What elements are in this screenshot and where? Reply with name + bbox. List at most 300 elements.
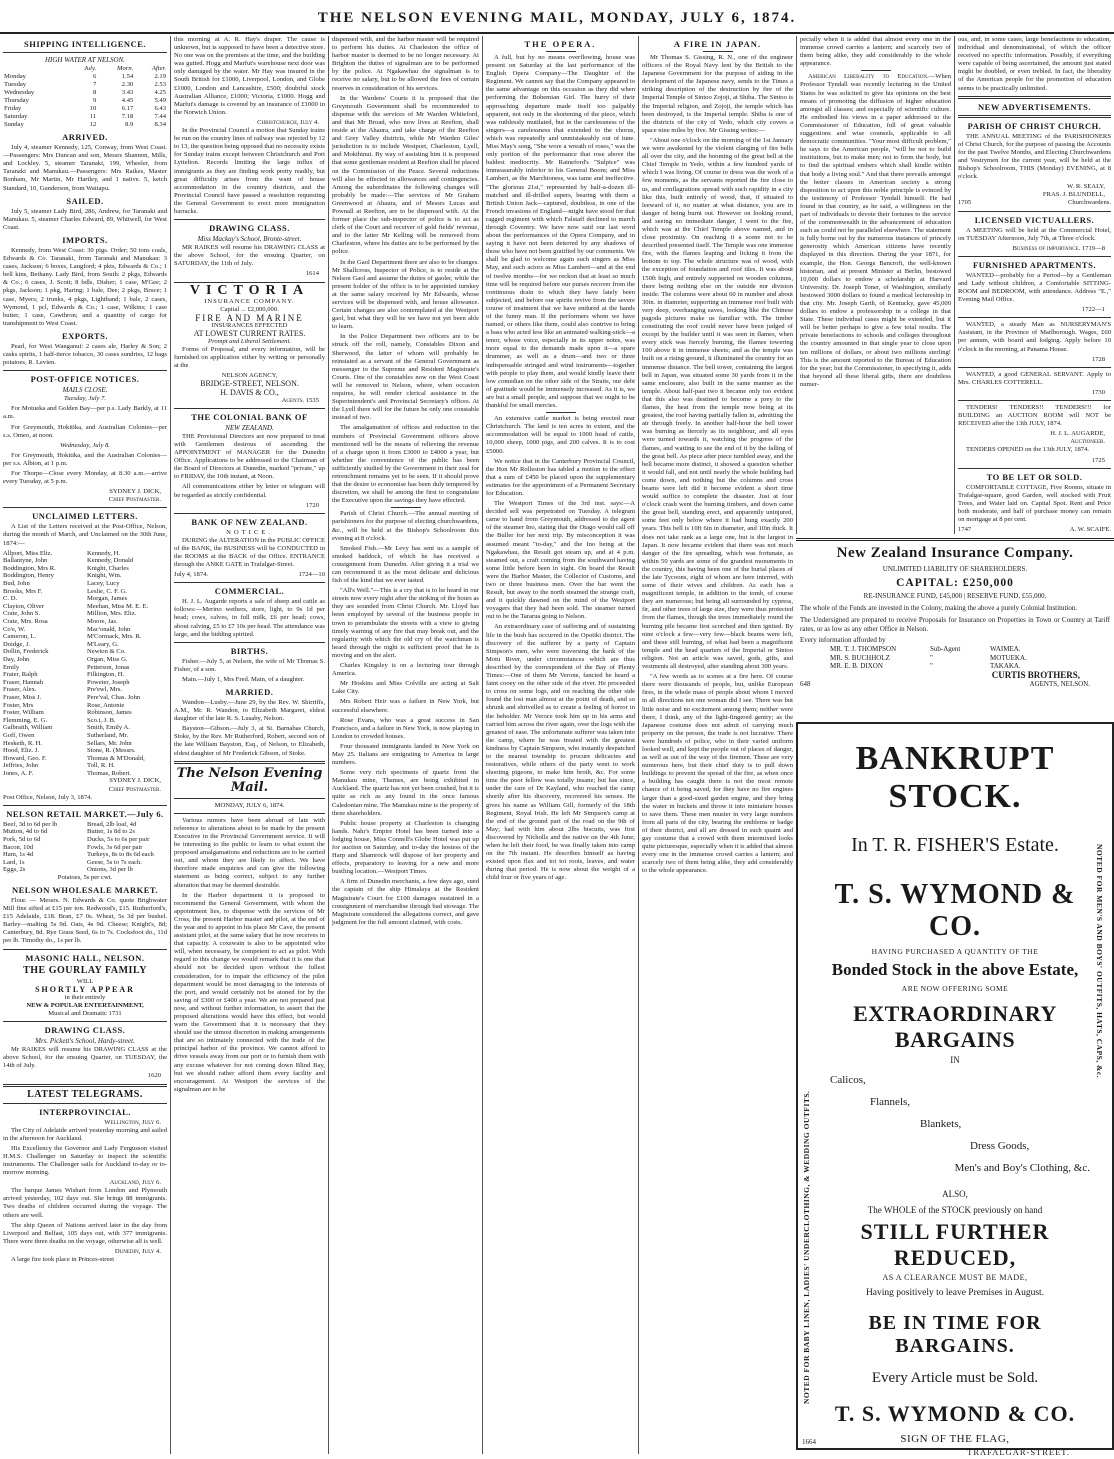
unclaimed-name: Sutherland, Mr. [87, 731, 129, 739]
bankrupt-estate: In T. R. FISHER'S Estate. [851, 834, 1059, 856]
bnz-title: BANK OF NEW ZEALAND. [191, 516, 308, 527]
retail-item: Ducks, 5s to 6s per pair [87, 835, 150, 843]
gourlay-line-2: SHORTLY APPEAR [35, 984, 135, 994]
bankrupt-bonded: Bonded Stock in the above Estate, [831, 960, 1079, 979]
tide-cell: 2.53 [154, 81, 166, 89]
nzi-curtis: CURTIS BROTHERS, [991, 669, 1080, 680]
nzi-agent-cell: MOTUEKA. [990, 653, 1027, 662]
tide-cell: Friday [4, 105, 22, 113]
unclaimed-name: Kennedy, Donald [87, 557, 134, 565]
victoria-num: 1535 [305, 396, 319, 404]
col3-text-12: Rose Evans, who was a great success in San Francisco, and a failure in New York, is now playing in London to crowded houses. [332, 716, 479, 740]
nzi-agent-row [830, 645, 1110, 654]
col4-text-3: We notice that in the Canterbury Provincial Council, the Hon Mr Rolleston has tabled a motion to the effect that a sum of £450 be placed upon the supplementary estimates for the appointment of a Permanent Secretary for Education. [486, 457, 635, 497]
tide-cell: Sunday [4, 121, 24, 129]
sailed-text: July 5, steamer Lady Bird, 286, Andrew, for Taranaki and Manukau. 5, steamer Charles Edward, 89, Whitwell, for West Coast. [3, 207, 167, 231]
unclaimed-name: Emily [3, 663, 20, 671]
tide-header-cell: After. [151, 65, 166, 73]
unclaimed-date: Post Office, Nelson, July 3, 1874. [3, 793, 93, 801]
goods-4: Dress Goods, [970, 1140, 1030, 1152]
tolet-heading: TO BE LET OR SOLD. [986, 471, 1083, 482]
col3-text-10: Mr Hoskins and Miss Colville are acting at Salt Lake City. [332, 680, 479, 696]
nz-insurance-ad [796, 538, 1114, 716]
post-heading: POST-OFFICE NOTICES. [30, 374, 140, 385]
tenders-tail: TENDERS OPENED on the 13th JULY, 1874. [966, 446, 1090, 454]
nzi-agent-cell: " [930, 662, 933, 670]
nzi-text-3: Every information afforded by [800, 636, 886, 644]
editorial-text: Various rumors have been abroad of late with reference to alterations about to be made by the present Executive in the Provincial Government service. It will be interesting to the public to learn to what extent the proposed amalgamations and reductions are to be carried out, and whom they are likely to affect. We have therefore made enquiries and can give the following statement as being correct, subject to any further alteration that may be deemed desirable. [174, 816, 325, 889]
arrived-text: July 4, steamer Kennedy, 125, Conway, from West Coast.—Passengers: Mrs Duncan and son, Messrs Shannon, Mills, and Lockley. 5, steamer Taranaki, 199, Wheeler, from Taranaki and Manukau.—Passengers: Mrs Raikes, Master Bonham, Mr Martin, Mr Hartley, and 1 native. 5, ketch Standard, 10, Gunderson, from Waitapu. [3, 144, 167, 192]
tide-row [3, 81, 167, 89]
tele-text-1: The City of Adelaide arrived yesterday morning and sailed in the afternoon for Auckland. [3, 1126, 167, 1142]
col3-text-16: A firm of Dunedin merchants, a few days ago, sued the captain of the ship Himalaya at the Resident Magistrate's Court for £100 damages sustained in a consignment of merchandise through bad stowage. The Magistrate considered the allegations correct, and gave judgment for the full amount claimed, with costs. [332, 878, 479, 926]
unclaimed-name: Sco.t, J. B. [87, 716, 116, 724]
unclaimed-name: Hood, Eliz. J. [3, 747, 40, 755]
unclaimed-name: Moore, Jas. [87, 618, 118, 625]
tide-cell: 4.25 [154, 89, 166, 97]
editorial-date: MONDAY, JULY 6, 1874. [214, 801, 285, 809]
tele-dunedin: Dunedin, July 4. [114, 1247, 161, 1255]
col3-text-5: The amalgamation of offices and reduction in the numbers of Provincial Government officers above mentioned will be the means of relieving the revenue of a charge upon it from £3000 to £4000 a year, but whether the convenience of the public has been sufficiently studied by the Government in their zeal for retrenchment remains yet to be seen. If it should prove that the desire to economise has been duly tempered by discretion, we shall be among the first to congratulate the Executive upon the savings they have effected. [332, 424, 479, 505]
masthead-title: THE NELSON EVENING MAIL, MONDAY, JULY 6, 1874. [317, 10, 797, 26]
unclaimed-name: Howard, Geo. F. [3, 754, 47, 762]
wanted-2: WANTED, a good GENERAL SERVANT. Apply to Mrs. CHARLES COTTERELL. [958, 370, 1111, 386]
col3-text-3: In the Gaol Department there are also to be changes. Mr Shallcross, Inspector of Police, is to reside at the Nelson Gaol and assume the duties of gaoler, while the present holder of the office is to be appointed turnkey at the same salary received by Mr Edwards, whose services will be dispensed with, and house allowance. Certain changes are also contemplated at the Westport gaol, but what they will be we have not yet been able to learn. [332, 258, 479, 331]
tide-cell: Monday [4, 73, 26, 81]
col5-text-1: Mr Thomas S. Gissing, R. N., one of the engineer officers of the Royal Navy lent by the British to the Japanese Government for the purpose of aiding in the development of the Japanese navy, sends to the Times a striking description of the destruction by fire of the Imperial Temple of Sintoo Zojoji, at Shiba. The Sintoo is the Imperial religion, and Zojoji, the temple which has been destroyed, is the Imperial temple. Shiba is one of the districts of the city of Yedo, which city covers a space nine miles by five. Mr Gissing writes:— [642, 54, 793, 134]
masthead [0, 0, 1114, 34]
unclaimed-name: Fraser, Alex. [3, 686, 37, 694]
masonic-heading: MASONIC HALL, NELSON. [25, 952, 145, 963]
nzi-agent-cell: " [930, 653, 933, 662]
nzi-agent-row [830, 654, 1110, 663]
victoria-agents [174, 397, 319, 405]
tolet-sig: A. W. SCAIFE. [1069, 526, 1111, 534]
married-heading: MARRIED. [225, 687, 274, 697]
col5-text-2: "About one o'clock on the morning of the 1st January we were awakened by the violent clanging of fire bells all over the city, and the booming of the great bell at the Chief Temple in Yedo, within a few hundred yards of which I was living. Of course to dress was the work of a few moments, as the servants reported the fire close to us, and conflagrations spread with such rapidity in a city like this, built entirely of wood, that, if situated to leeward of it, no matter at what distance, you are in danger of being burnt out. However on looking round, and seeing no immediate danger, I went to the fire, which was at the Chief Temple above named, and in close proximity. On reaching it a scene not to be described presented itself. The Temple was one immense fire, with the flames leaping and licking it from the bottom to top. The whole structure was of wood, with the exception of foundation and roof tiles. It was about 150ft high, and entirely supported on wooden columns, there being nothing else on the outside nor division inside. The columns were about 60 in number and about 30in. in diameter, supporting an immense roof built with very deep, overhanging eaves, looking like the Chinese pagoda pictures make us familiar with. The timber constituting the roof could never have been judged of except by the builder until it was seen in flames, when every stick was fiercely burning, the flames towering 100 above it in immense sheets; and as the temple was built on a rising ground, it illuminated the country for an immense distance. The bell tower, containing the largest bell in Japan, was situated some 30 yards from it in the same enclosure, also built in the same manner as the temple. About half-past two it became only too evident that this also was destined to become a prey to the flames, the heat from the temple now being at its greatest, the roof having partially fallen in, admitting the air through freely. In another half-hour the bell tower was burning as fiercely as its neighbour, and all eyes were turned towards it, watching the progress of the flames, and waiting to see the end of it by the falling of the great bell. As piece after piece tumbled away, and the bell became more distinct, it showed a question whether it would fall, and not until nearly the whole building had come down, and nothing but the columns and cross beams were left did it become evident a short time would suffice to complete the disaster. Just at four o'clock crash went the burning timbers, and down came the great bell, standing erect, and apparently uninjured, some feet only below where it had hung exactly 200 years. This bell is 10ft 6in in diameter, and 10in thick. It does not take rank as a large one, but is the largest in Japan. It now became evident that there was not much danger of the fire spreading, which was fortunate, as within 50 yards are some of the grandest monuments in the country, this having been one of the burial places of the late Tycoons, eight of whom are here interred, with some of their wives and children. As each has a magnificent temple, in addition to the tomb, of course they are numerous; but being all surrounded by cypress, fir, and other trees of large size, they were thus protected from the flames, though the trees immediately round the burning pile became first scorched and then ignited. By nine o'clock a few—very few—black beams were left, and these still burning, of what had been a magnificent temple and the head quarters of the Imperial or Sintoo religion. Not an article was saved, gods, gifts, and vestments all destroyed, after standing about 300 years. [642, 136, 793, 671]
retail-last: Potatoes, 5s per cwt. [57, 873, 113, 881]
column-3 [328, 36, 482, 1454]
wanted-2-num: 1730 [1091, 388, 1105, 396]
bankrupt-extra: EXTRAORDINARY BARGAINS [853, 1001, 1057, 1052]
bankrupt-whole: The WHOLE of the STOCK previously on hand [867, 1205, 1043, 1215]
mail-item: For Thorpe—Close every Monday, at 8.30 a.m.—arrive every Tuesday, at 5 p.m. [3, 470, 167, 486]
retail-item: Turkeys, 8s to 8s 6d each [87, 851, 154, 859]
col2-drawing-heading: DRAWING CLASS. [209, 223, 290, 234]
gourlay-line-5-text: Musical and Dramatic [48, 1009, 107, 1017]
exports-heading: EXPORTS. [62, 330, 108, 341]
tide-cell: 8.34 [154, 121, 166, 129]
column-1 [0, 36, 170, 1454]
col4-text-1: A full, but by no means overflowing, house was present on Saturday at the last performance of the English Opera Company—The Daughter of the Regiment. We cannot say that the Company appeared to the same advantage on this occasion as they did when performing the Bohemian Girl. The hurry of their approaching departure made itself too palpably apparent, not only in the shortening of the piece, which was ruthlessly mutilated, but in the carelessness of the singers—a carelessness that extended to the chorus, which was repeatedly and unmistakeably out of tune. Miss May's song, "She wore a wreath of roses," was the only portion of the performance that rose above the baldest mediocrity. Mr Raineford's "Sulpice" was immeasurably inferior to his General Boom; and Miss Lambert, as the Marchioness, was tame and ineffective. "The glorious 21st," represented by half-a-dozen ill-matched and ill-drilled supers, bearing with them a British Union Jack—captured, doubtless, in one of the French invasions of England—might have stood for that ragged regiment with which Falstaff declined to march through Coventry. We have now said our last word about the performances of the Opera Company, and in saying it have not been deterred by any shadows of those who have not been gratified by our comments. We shall be glad to welcome again such singers as Miss May, and such actors as Miss Lambert—and at the end of twelve months—for we reckon that at least so much time will be required before our purses recover from the continuous drain to which they have lately been subjected, and before our spirits revive from the severe course of treatment that we have endured at the hands of the funny man. If the performers whom we have named, or others like them, could also contrive to bring a bass who acted less like an animated walking-stick—a tenor, whose voice, especially in its upper notes, was more equal to the demands made upon it—a spare drummer, as well as a drum—and two or three indispensable stringed and wind instruments—together with people to play them, and would kindly leave their low comedian on the other side of the Straits, our debt of gratitude would be immensely increased. As it is, we are but a small people, and suppose that we ought to be thankful for small mercies. [486, 54, 635, 410]
nzi-agent-cell: MR. T. J. THOMPSON [830, 645, 897, 653]
tide-cell: 12 [89, 121, 97, 129]
parish-sig-3: Churchwardens. [1067, 199, 1111, 207]
bnz-num: 1724—10 [298, 571, 325, 579]
col6-text-2-body: —When Professor Tyndall was recently lecturing in the United States he was solicited to give his opinions on the best means of promoting the diffusion of higher education amongst all classes; and especially of scientific culture. He embodied his views in a paper addressed to the Commissioner of Education, full of great valuable suggestions and wise counsels, applicable to all democratic communities. "Your most difficult problem," he says to the American people, "will be not to build institutions, but to make men; not to form the body, but to find the spiritual embers which shall kindle within that body a living soul." And that there prevails amongst the better classes in American society a strong disposition to act upon this noble principle is evinced by the testimony of Professor Tyndall himself. He had found in that country, as he said, a willingness on the part of individuals to devote their fortunes to the service of the commonwealth in the advancement of education such as could not be paralleled elsewhere. The statement is fully borne out by the numerous instances of princely generosity which American citizens have recently displayed in this direction. During the year 1871, for example, the Hon. George Bancroft, the well-known historian, and at present Minister at Berlin, bestowed 10,000 dollars to endow a scholarship at Harvard University. Dr. Joseph Toner, of Washington, similarly bestowed 3000 dollars to found a medical lectureship in that city. Mr. Joseph Garth, of Kentucky, gave 45,000 dollars to endow a professorship in a college in that State. These individual cases might be extended, but it will be better perhaps to give a few total results. The private benefactions to schools and colleges throughout the country amounted in that single year to close upon ten millions of dollars, or about two millions sterling! This is the amount reported to the Bureau of Education for the year; but the Commissioner, in specifying it, adds that beyond all these liberal gifts, there are doubtless numer- [800, 73, 951, 388]
unclaimed-name: Pere'val, Chas. John [87, 693, 141, 701]
col3-text-7: Smoked Fish.—Mr Levy has sent us a sample of smoked haddock, of which he has received a consignment from Dunedin. After giving it a trial we can recommend it as the most delicate and delicious fish of the kind that we ever tasted. [332, 544, 479, 585]
unclaimed-name: Sellars, Mr. John [87, 739, 132, 747]
mail-item: For Greymouth, Hokitika, and Australian Colonies—per s.s. Omeo, at noon. [3, 423, 167, 439]
arrived-heading: ARRIVED. [62, 132, 108, 143]
tide-cell: 1.54 [121, 73, 134, 81]
bankrupt-clearance: AS A CLEARANCE MUST BE MADE, [882, 1273, 1028, 1282]
unclaimed-name: Jeffries, John [3, 762, 39, 770]
nzi-title: New Zealand Insurance Company. [836, 545, 1074, 561]
unclaimed-sig-title: Chief Postmaster. [108, 785, 161, 793]
drawing-num: 1620 [147, 1072, 161, 1080]
nzi-num: 648 [800, 679, 811, 688]
tide-row [3, 97, 167, 105]
bankrupt-offering: ARE NOW OFFERING SOME [901, 984, 1009, 993]
unclaimed-name: Crate, Mrs. Rosa [3, 618, 48, 625]
mails-heading: MAILS CLOSE. [62, 386, 108, 395]
bankrupt-having: HAVING PURCHASED A QUANTITY OF THE [871, 947, 1039, 956]
mail-item: Wednesday, July 8. [60, 441, 110, 449]
tide-cell: 11 [89, 113, 97, 121]
unclaimed-name: Flemming, E. G. [3, 716, 48, 724]
col3-text-9: Charles Kingsley is on a lecturing tour through America. [332, 662, 479, 678]
tide-cell: 2.19 [154, 73, 166, 81]
unclaimed-name: Knight, Wm. [87, 572, 122, 580]
unclaimed-sig-name: SYDNEY J. DICK, [109, 777, 161, 785]
married-text-1: Wandon—Lusby.—June 29, by the Rev. W. Shirriffs, A.M., Mr. R. Wandon, to Elizabeth Margaret, eldest daughter of the late R. S. Lusaby, Nelson. [174, 699, 325, 723]
gourlay-line-4: NEW & POPULAR ENTERTAINMENT, [26, 1001, 144, 1009]
unclaimed-name: Thomas & M'Donald, [87, 754, 145, 762]
col7-text-1: ous, and, in some cases, large benefactions to education, individual and denominational, of which the officer received no specific information. Possibly, if everything were capable of being ascertained, the amount just stated might be doubled, or even trebled. In fact, the liberality of the American people for the promotion of education seems to be practically unlimited. [958, 36, 1111, 92]
nzi-agent-cell: TAKAKA. [990, 662, 1021, 670]
tele-text-5: A large fire took place in Princes-street [11, 1256, 115, 1263]
column-5 [638, 36, 796, 1454]
bankrupt-still: STILL FURTHER REDUCED, [860, 1219, 1050, 1270]
unclaimed-name: Smith, Emily A. [87, 724, 130, 732]
unclaimed-name: Crate, John S. [3, 610, 40, 618]
col3-text-1: dispensed with, and the harbor master will be required to perform his duties. At Charleston the office of harbor master is deemed to be no longer necessary. At Brighton the duties of signalman are to be performed by the police. At Ngakawhau the signalman is to receive no salary, but to be allowed the fees of certain reserves in consideration of his services. [332, 36, 479, 92]
tide-cell: 7 [92, 81, 97, 89]
colonial-sub: NEW ZEALAND. [225, 423, 274, 432]
unclaimed-name: Day, John [3, 655, 30, 663]
col3-text-6: Parish of Christ Church.—The annual meeting of parishioners for the purpose of electing churchwardens, &c., will be held at the Bishop's Schoolroom this evening at 8 o'clock. [332, 510, 479, 542]
unclaimed-list [3, 550, 167, 778]
married-text-2: Bayston—Gibson.—July 3, at St. Barnabas Church, Stoke, by the Rev. Mr Rutherford, Robert, second son of the late William Bayston, Esq., of Nelson, to Elizabeth, eldest daughter of Mr Frederick Gibson, of Stoke. [174, 725, 325, 757]
tide-row [3, 121, 167, 129]
victoria-agents-label: Agents. [281, 396, 305, 404]
commercial-text: H. J. L. Augarde reports a sale of sheep and cattle as follows:—Merino wethers, store, light, to 9s 1d per head; cows, calves, in full milk, £6 per head; cows, about calving, £5 to £7 10s per head. The attendance was large, and the bidding spirited. [174, 598, 325, 638]
nzi-agent-cell: MR. S. BUCHHOLZ [830, 653, 890, 662]
bankrupt-intime: BE IN TIME FOR BARGAINS. [868, 1312, 1042, 1357]
tele-text-4: The ship Queen of Nations arrived later in the day from Liverpool and Belfast, 105 days out, with 377 immigrants. There were three deaths on the voyage, otherwise all is well. [3, 1221, 167, 1245]
tele-text-3: The barque James Wishart from London and Plymouth arrived yesterday, 102 days out. She brings 88 immigrants. Two deaths of children occurred during the voyage. The others are well. [3, 1187, 167, 1219]
col2-cont-text: this morning at A. R. Hay's draper. The cause is unknown, but is supposed to have been a detective store. No one was on the premises at the time, and the building was gutted. Hogg and Marfut's warehouse next door was only damaged by the water. Mr Hay was insured in the South British for £1000, Liverpool, London, and Globe £1000, London and Lancashire, £500; doubtful stock Australian Alliance, £1000; Victoria, £1000. Hogg and Marfut's damage is covered by an insurance of £1000 in the Norwich Union. [174, 36, 325, 116]
imports-text: Kennedy, from West Coast: 30 pigs. Order; 50 tons coals, Edwards & Co. Taranaki, from Taranaki and Manukau: 3 cases, Jackson; 6 boxes, Langford; 4 pkts, Edwards & Co.; 1 bell kins, Bethany. Lady Bird, from South: 2 pkgs, Edwards & Co.; 6 cases, J. Scott; 8 bdls, Disher; 1 case, M'Gee; 2 pkgs, Jackson; 1 pkg, Haring; 1 bale, Dee; 2 pkgs, Bruce; 1 case, Myers; 2 trunks, 4 pkgs, Lightband; 1 bale, 2 cases, Wymond, 1 pcl, Edwards & Co.; 1 case, Wilkins; 1 case butter, 1 case, Cawthron; and a quantity of cargo for transhipment to West Coast. [3, 246, 167, 327]
colonial-text: THE Provisional Directors are now prepared to treat with Gentlemen desirous of ascending the APPOINTMENT of MANAGER for the Dunedin Office. Applications to be addressed to the Chairman of the Board of Directors at Dunedin, marked "private," up to FRIDAY, the 10th instant, at Noon. [174, 432, 325, 481]
col4-text-2: An extensive cattle market is being erected near Christchurch. The land is ten acres in extent, and the accommodation will be equal to 1000 head of cattle, 10,000 sheep, 1000 pigs, and 200 calves. It is to cost £5000. [486, 415, 635, 455]
tide-cell: 6.17 [121, 105, 134, 113]
column-4 [482, 36, 638, 1454]
mail-item: Tuesday, July 7. [63, 395, 107, 403]
victoria-fm: FIRE AND MARINE [195, 312, 304, 323]
tide-cell: 8.9 [125, 121, 134, 129]
tenders-sig-1: H. J. L. AUGARDE, [1050, 430, 1105, 438]
unclaimed-name: Mac'onald, John [87, 625, 131, 633]
col2-drawing-sub: Miss Mackay's School, Bronte-street. [197, 235, 302, 244]
unclaimed-name: Hesketh, R. H. [3, 739, 43, 747]
unclaimed-name: Toll, R. H. [87, 762, 115, 770]
births-text-2: Main.—July 1, Mrs Fred. Main, of a daughter. [182, 675, 305, 683]
unclaimed-name: C. D. [3, 595, 18, 603]
unclaimed-name: Newton & Co. [87, 648, 126, 656]
mail-item: For Motueka and Golden Bay—per p.s. Lady Barkly, at 11 a.m. [3, 405, 167, 421]
nzi-capital: CAPITAL: £250,000 [896, 577, 1014, 589]
unclaimed-name: Bud, John [3, 580, 30, 588]
col3-text-13: Four thousand immigrants landed in New York on May 25. Italians are emigrating to America in large numbers. [332, 742, 479, 767]
side-text-right [1094, 844, 1108, 1404]
unclaimed-name: Leslie, C. F. G. [87, 587, 127, 595]
tide-table [3, 65, 167, 129]
unclaimed-name: Pre'ewl, Mrs. [87, 686, 123, 694]
interprov-heading: INTERPROVINCIAL. [39, 1106, 131, 1117]
imports-heading: IMPORTS. [62, 234, 108, 245]
bankrupt-firm: T. S. WYMOND & CO. [834, 879, 1076, 942]
parish-text: THE ANNUAL MEETING of the PARISHIONERS of Christ Church, for the purpose of passing the Accounts for the past Twelve Months, and Electing Churchwardens and Vestrymen for the current year, will be held at the Bishop's Schoolroom, THIS (Monday) EVENING, at 8 o'clock. [958, 132, 1111, 181]
parish-heading: PARISH OF CHRIST CHURCH. [967, 120, 1102, 131]
col2-drawing-text: MR RAIKES will resume his DRAWING CLASS at the above School, for the ensuing Quarter, on SATURDAY, the 11th of July. [174, 244, 325, 268]
nzi-reins: RE-INSURANCE FUND, £45,000 | RESERVE FUND, £55,000. [863, 592, 1047, 600]
unclaimed-name: Foster, William [3, 709, 44, 717]
gourlay-title: THE GOURLAY FAMILY [23, 964, 147, 976]
bankrupt-every: Every Article must be Sold. [871, 1370, 1039, 1386]
gourlay-num: 1731 [108, 1009, 122, 1017]
mails-list [3, 395, 167, 486]
victoria-eff: INSURANCES EFFECTED [211, 321, 288, 329]
bankrupt-num: 1664 [802, 1438, 816, 1446]
drawing-heading: DRAWING CLASS. [44, 1025, 126, 1036]
victoria-title: VICTORIA [189, 282, 310, 298]
tide-header-cell [3, 65, 68, 73]
tide-cell: 7.44 [154, 113, 166, 121]
bankrupt-leave: Having positively to leave Premises in August. [865, 1288, 1045, 1298]
gourlay-line-1: WILL [76, 977, 94, 985]
unclaimed-name: Boddington, Mrs R. [3, 564, 56, 572]
tenders-sig-2: Auctioneer. [1070, 438, 1105, 446]
unclaimed-name: Morgan, James [87, 595, 128, 603]
col5-text-3: "A few words as to scenes at a fire here. Of course there were thousands of people, but, unlike European fires, in the whole mass of people about whom I moved in all directions not one woman did I see. There was but little noise and no excitement among them; neither were there, I think, any of the light-fingered gentry; as the Japanese costume does not admit of carrying much property on the person, the trade is not lucrative. There were hundreds of police, who in their varied uniform looked well, and kept the people out of places of danger, as well as out of the way of the firemen. These are very numerous here, but their chief duty is to pull down buildings to prevent the spread of the fire, as when once a building has caught there is not the most remote chance of it being saved, for they have no fire engines larger than a good-sized garden engine, and they bring the water in buckets and throw it into miniature houses to save them. These men muster in very large numbers from all parts of the city, bearing the emblems or badge of their district, and all are dressed in such quaint and gay costume that a crowd with them intermixed looks quite picturesque, especially when it is added that almost every one in the immense crowd carries a lantern; and scarcely two of them being alike, they add considerably to the whole appearance. [642, 673, 793, 875]
unclaimed-name: Clayton, Oliver [3, 602, 45, 610]
bankrupt-sign: SIGN OF THE FLAG, [900, 1433, 1010, 1445]
unclaimed-name: Meehan, Miss M. E. E. [87, 602, 149, 610]
colonial-num: 1720 [305, 501, 319, 509]
parish-sig-1: W. R. SEALY, [1067, 183, 1105, 191]
unclaimed-name: Ballantyne, John [3, 557, 48, 565]
goods-3: Blankets, [920, 1118, 962, 1130]
tenders-text: TENDERS! TENDERS!! TENDERS!!! for BUILDING an AUCTION ROOM will NOT be RECEIVED after the 13th JULY, 1874. [958, 404, 1111, 428]
high-water-heading: HIGH WATER AT NELSON. [44, 56, 126, 64]
shipping-heading: SHIPPING INTELLIGENCE. [24, 39, 146, 49]
sailed-heading: SAILED. [66, 195, 104, 206]
nzi-agent-cell: WAIMEA. [990, 645, 1021, 653]
unclaimed-heading: UNCLAIMED LETTERS. [32, 511, 138, 522]
unclaimed-name: Filkington, H. [87, 671, 125, 679]
unclaimed-name: M'Leary, G. [87, 640, 119, 648]
wanted-1-num: 1728 [1091, 355, 1105, 363]
side-text-left [802, 844, 816, 1404]
tide-cell: 10 [89, 105, 97, 113]
victoria-addr: BRIDGE-STREET, NELSON. [200, 379, 299, 389]
col4-text-4: The Westport Times of the 3rd inst. says:—A decided sell was perpetrated on Tuesday. A telegram came to hand from Greymouth, addressed to the agent of the steamer Ino, stating that the Otago would call off the Buller for her next trip. By misconception it was assumed meant "to-day," and the Ino being at the Ngakawhau, the Result got steam up, and at 4 p.m. steamed out, a craft coming from the southward having some little before been in sight. On board the Result were the Harbor Master, the Collector of Customs, and two or three business men. Over the bar went the Result, but away to the north steamed the strange craft, and it quickly dawned on the mind of the Westport voyagers that they had been sold. The steamer turned out to be the Tararua going to Nelson. [486, 500, 635, 621]
tide-header-cell: July. [83, 65, 97, 73]
tolet-sig-line [958, 526, 1111, 534]
unclaimed-name: Organ, Miss G. [87, 655, 128, 663]
bankrupt-stock-ad [796, 722, 1114, 1457]
post-sig-title: Chief Postmaster. [108, 496, 161, 504]
unclaimed-name: Boddington, Henry [3, 572, 54, 580]
tide-row [3, 73, 167, 81]
bnz-text: DURING the ALTERATION in the PUBLIC OFFICE of the BANK, the BUSINESS will be CONDUCTED in the ROOMS at the BACK of the Office. ENTRANCE through the ANKE GATE in Trafalgar-Street. [174, 536, 325, 569]
drawing-text: Mr RAIKES will resume his DRAWING CLASS at the above School, for the ensuing Quarter, on TUESDAY, the 14th of July. [3, 1046, 167, 1070]
bankrupt-firm-2: T. S. WYMOND & CO. [834, 1401, 1076, 1426]
gourlay-line-5 [3, 1010, 167, 1018]
unclaimed-name: Co'e, W. [3, 625, 26, 633]
tide-cell: Wednesday [4, 89, 35, 97]
mail-item: For Greymouth, Hokitika, and the Australian Colonies—per s.s. Albion, at 1 p.m. [3, 451, 167, 467]
tenders-num: 1725 [1091, 456, 1105, 464]
unclaimed-name: Fraser, Hannah [3, 678, 44, 686]
bnz-notice: NOTICE. [226, 528, 273, 536]
unclaimed-name: M'Cormack, Mrs. R. [87, 633, 142, 641]
bankrupt-street: TRAFALGAR-STREET. [967, 1447, 1070, 1457]
side-left-label: NOTED FOR BABY LINEN, LADIES' UNDERCLOTHING, & WEDDING OUTFITS. [802, 1090, 811, 1404]
unclaimed-name: Kennedy, H. [87, 549, 121, 557]
retail-item: Fowls, 3s 6d per pair [87, 843, 143, 851]
licensed-tail: Business of importance. 1719—8 [1012, 244, 1105, 252]
unclaimed-name: Petterson, Jonas [87, 663, 130, 671]
newads-heading: NEW ADVERTISEMENTS. [978, 101, 1091, 112]
tide-cell: 8 [92, 89, 97, 97]
victoria-agency: NELSON AGENCY, [221, 372, 278, 380]
retail-item: Bread, 2lb loaf, 4d [87, 820, 137, 828]
tide-cell: 4.45 [121, 97, 134, 105]
column-7 [954, 36, 1114, 534]
col3-text-2: In the Wardens' Courts it is proposed that the Greymouth Government shall be recommended to dispense with the services of Mr Warden Whiteford, and that Mr Broad, who now lives at Reefton, shall reside at the Ahaura, and take charge of the Reefton and Grey Valley districts, while Mr Warden Giles' jurisdiction is to include Westport, Charleston, Lyell, and Mokihinui. By way of assisting him it is proposed that some gentleman resident at Reefton shall be placed on the Commission of the Peace. Several reductions will also be effected in allowances and contingencies. Among the subordinates the following changes will probably be made:—The services of Mr Graham Greenwood at Ahaura, and of Messrs Lucas and Pownall at Reefton, are to be dispensed with. At the former place the sub-inspector of police is to act as clerk of the Court and receiver of gold fields' revenue, and to the latter Mr Kelling will be removed from Charleston, where his duties are to be performed by the police. [332, 94, 479, 256]
unclaimed-name: Rose, Antonie [87, 701, 125, 709]
tide-cell: 6 [92, 73, 97, 81]
retail-item: Bacon, 10d [3, 843, 34, 851]
tide-cell: 9 [92, 97, 97, 105]
bnz-date-line [174, 571, 325, 579]
licensed-heading: LICENSED VICTUALLERS. [974, 214, 1095, 225]
col3-text-8: "All's Well."—This is a cry that is to be heard in our streets now every night after the striking of the hours as they are sounded from Christ Church. Mr. Lloyd has been employed by several of the business people in town to perambulate the streets with a view to giving timely warning of any fire that may break out, and the regularity with which the old cry of the watchman is heard through the night is sufficient proof that he is moving and on the alert. [332, 587, 479, 659]
colonial-text-2: All communications either by letter or telegram will be regarded as strictly confidential. [174, 483, 325, 499]
drawing-sub: Mrs. Pickett's School, Hardy-street. [35, 1037, 135, 1046]
retail-item: Beef, 3d to 6d per lb [3, 820, 58, 828]
goods-list [820, 1069, 1090, 1179]
commercial-heading: COMMERCIAL. [214, 586, 285, 597]
tele-wellington: Wellington, July 6. [104, 1118, 161, 1126]
tide-cell: 6.43 [154, 105, 166, 113]
tide-cell: Tuesday [4, 81, 27, 89]
tide-cell: 3.43 [121, 89, 134, 97]
unclaimed-name: Thomas, Robert. [87, 769, 132, 777]
post-sig-name: SYDNEY J. DICK, [109, 488, 161, 496]
unclaimed-name: Allport, Miss Eliz. [3, 549, 53, 557]
tide-cell: Saturday [4, 113, 28, 121]
nzi-curtis-2: AGENTS, NELSON. [1029, 679, 1090, 688]
births-heading: BIRTHS. [230, 645, 269, 656]
unclaimed-intro: A List of the Letters received at the Post-Office, Nelson, during the month of March, and Unclaimed on the 30th June, 1874:— [3, 523, 167, 547]
retail-item: Ham, 1s 4d [3, 851, 34, 859]
tide-cell: Thursday [4, 97, 29, 105]
unclaimed-name: Million, Mrs. Eliz. [87, 610, 137, 618]
amer-head: American Liberality to Education. [808, 73, 929, 81]
tide-header-cell: Morn. [117, 65, 134, 73]
tolet-text: COMFORTABLE COTTAGE, Five Rooms, situate in Trafalgar-square, good Garden, well stocked with Fruit Trees, and Water laid on. Capital Spot. Rent and Price both moderate, and half of purchase money can remain on mortgage at 8 per cent. [958, 483, 1111, 524]
unclaimed-name: Poweter, Joseph [87, 678, 130, 686]
wanted-1: WANTED, a steady Man as NURSERYMAN'S Assistant, in the Province of Marlborough. Wages, £60 per annum, with board and lodging. Apply before 10 o'clock in the morning, at Panama House. [958, 321, 1111, 353]
colonial-title: THE COLONIAL BANK OF [191, 411, 308, 422]
unclaimed-name: Robinson, James [87, 709, 132, 717]
goods-2: Flannels, [870, 1096, 911, 1108]
editorial-text-2: In the Harbor department it is proposed to recommend the General Government, with whom the appointment lies, to dispense with the services of Mr Cross, the present Harbor master and pilot, at the end of the year and to appoint in his place Mr Cave, the present assistant pilot, at the same salary that he now receives in that capacity. A coxswain is also to be appointed who will, when necessary, be competent to act as pilot. With regard to this change we would remark that it is one that should not be decided upon without the fullest consideration, for to impair the efficiency of the pilot department would be most damaging to the interests of the port, and would certainly not be atoned for by the saving of £300 or £400 a year. We are not prepared just now, and without further information, to assert that the proposed alterations would have this effect, but would warn the Government that it is necessary that they should use the utmost discretion in making arrangements that are so intimately connected with the trade of the principal harbor of the province. We cannot afford to drive vessels away from our port or to furnish them with any excuse whatever for not coming down Blind Bay, but we should rather afford them every facility and encouragement. At Westport the services of the signalman are to be [174, 891, 325, 1093]
bankrupt-title: BANKRUPT STOCK. [855, 740, 1055, 815]
retail-item: Geese, 5s to 7s each. [87, 858, 142, 866]
tele-text-2: His Excellency the Governor and Lady Fergusson visited H.M.S. Challenger on Saturday to inspect the scientific instruments. The Challenger sails for Auckland to-day or to-morrow morning. [3, 1144, 167, 1177]
furnished-text: WANTED—probably for a Period—by a Gentleman and Lady without children, a Comfortable SITTING-ROOM and BEDROOM, with attendance. Address "E.," Evening Mail Office. [958, 271, 1111, 304]
unclaimed-name: Goff, Owen [3, 731, 35, 739]
parish-num: 1705 [958, 199, 972, 207]
nzi-line-1: UNLIMITED LIABILITY OF SHAREHOLDERS. [882, 565, 1028, 573]
retail-item: Butter, 1s 8d to 2s [87, 828, 135, 836]
retail-heading: NELSON RETAIL MARKET.—July 6. [6, 808, 164, 819]
wholesale-text: Flour. — Messrs. N. Edwards & Co. quote Brighwater Mill fine sifted at £15 per ton. Redwood's, £15. Rutherford's, £15 Adelaide, £18. Bran, £7 0s. Wheat, 5s 3d per bushel. Barley—malting 5s 9d. Oats, 4s 9d. Cheese; Knight's, 8d; Canterbury, 8d. Rye Grass Seed, 6s to 7s. Cocksfoot do., 11d per lb. Timothy do., 1s per lb. [3, 897, 167, 945]
gourlay-line-3: in their entirely [64, 993, 106, 1001]
nzi-agent-cell: MR. E. B. DIXON [830, 662, 883, 670]
parish-sig-line [958, 199, 1111, 207]
column-6 [796, 36, 954, 534]
tele-auckland: Auckland, July 6. [109, 1179, 161, 1187]
fire-heading: A FIRE IN JAPAN. [673, 39, 762, 49]
bnz-date: July 4, 1874. [174, 571, 209, 579]
births-text-1: Fisher.—July 5, at Nelson, the wife of Mr Thomas S. Fisher, of a son. [174, 657, 325, 673]
unclaimed-name: Foster, Mrs [3, 701, 34, 709]
tide-cell: 7.18 [121, 113, 134, 121]
furnished-num: 1722—1 [1081, 306, 1105, 314]
unclaimed-name: Brooks, Mrs F. [3, 587, 43, 595]
victoria-sub: INSURANCE COMPANY. [204, 297, 295, 305]
nzi-text-1: The whole of the Funds are invested in the Colony, making the above a purely Colonial Institution. [800, 604, 1078, 612]
parish-sig-2: FRAS. J. BLUNDELL, [1042, 191, 1105, 199]
licensed-text: A MEETING will be held at the Commercial Hotel, on TUESDAY Afternoon, July 7th, at Three o'clock. [958, 226, 1111, 242]
victoria-capital: Capital ... £2,000,000. [220, 305, 279, 313]
col2-christchurch: Christchurch, July 4. [257, 118, 319, 126]
victoria-prompt: Prompt and Liberal Settlement. [208, 338, 291, 345]
unclaimed-name: Knight, Charles [87, 564, 129, 572]
unclaimed-name: Stone, R. (Messrs. [87, 747, 136, 755]
unclaimed-name: Doidge, J. [3, 640, 30, 648]
victoria-text: Forms of Proposal, and every information, will be furnished on application either by writing or personally at the [174, 346, 325, 370]
col6-text-2 [800, 73, 951, 389]
side-right-label: NOTED FOR MEN'S AND BOYS' OUTFITS, HATS, CAPS, &c. [1095, 844, 1104, 1079]
tide-header-row [3, 65, 167, 73]
tide-cell: 2.30 [121, 81, 134, 89]
tide-cell: 5.49 [154, 97, 166, 105]
tide-row [3, 105, 167, 113]
wholesale-heading: NELSON WHOLESALE MARKET. [11, 885, 159, 895]
tolet-num: 1747 [958, 526, 972, 534]
tide-row [3, 89, 167, 97]
col4-text-5: An extraordinary case of suffering and of sustaining life in the bush has occurred in the Opotiki district. The discovery of the sufferer by a party of Captain Simpson's men, who were traversing the bank of the Motu River, under circumstances which are thus described by the correspondent of the Bay of Plenty Times:—One of them Mr Verone, fancied he heard a faint cooey on the other side of the river. He proceeded to cross on some logs, and on reaching the other side found the lost man almost at the point of death, and so shrunk and shrivelled as to create a feeling of horror in the beholder. Mr Veroce took him up in his arms and carried him across the river again, over the logs with the greatest of ease. The unfortunate sufferer was taken into the camp, where he was treated with the greatest kindness by Captain Simpson, who instantly despatched to the nearest township to procure delicacies and restoratives, while others of the party went to work shooting pigeons, to make him broth, &c. For some time the poor fellow was totally insane; but has since, under the care of Dr Kayland, who reached the camp shortly after his discovery, recovered his senses. He gives his name as William Gill, formerly of the 18th Regiment, Royal Irish. He left Mr Simpson's camp at the end of the ground part of the road on the 9th of May; had with him about 2lbs biscuits, was first discovered by Nicholls and the native on the 4th June; when he left their food, he was finally taken into camp on the 7th instant. He describes himself as having existed upon flax and toi toi roots, leaves, and water during that period. He is now about the weight of a child four or five years of age. [486, 623, 635, 882]
unclaimed-name: Frater, Ralph [3, 671, 38, 679]
